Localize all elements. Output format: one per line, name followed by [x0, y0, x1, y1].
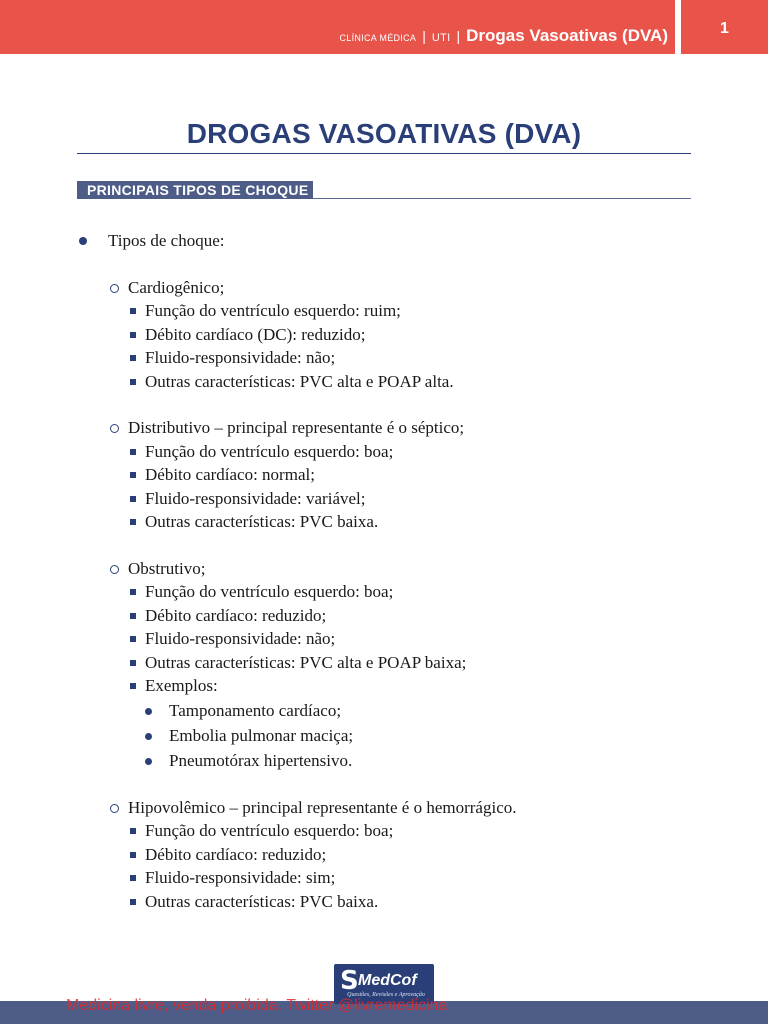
bullet-square-icon: [130, 875, 136, 881]
shock-characteristics: [0, 440, 768, 534]
list-item: [0, 299, 768, 323]
list-item-text: Fluido-responsividade: sim;: [145, 868, 336, 887]
list-item-text: Função do ventrículo esquerdo: ruim;: [145, 301, 401, 320]
list-item-text: Débito cardíaco: reduzido;: [145, 605, 327, 625]
bullet-dot-icon: [145, 708, 152, 715]
shock-characteristics: [0, 580, 768, 698]
list-item: [0, 580, 768, 604]
list-item: [0, 463, 768, 487]
bullet-circle-icon: [110, 424, 119, 433]
list-item-text: Função do ventrículo esquerdo: boa;: [145, 441, 394, 461]
list-item-text: Outras características: PVC alta e POAP alta.: [145, 371, 454, 391]
bullet-square-icon: [130, 308, 136, 314]
shock-characteristics: [0, 299, 768, 393]
bullet-square-icon: [130, 852, 136, 858]
logo-tagline: Questões, Revisões e Aprovação: [347, 992, 425, 998]
bullet-square-icon: [130, 472, 136, 478]
header-title: Drogas Vasoativas (DVA): [466, 26, 668, 45]
bullet-dot-icon: [79, 237, 87, 245]
bullet-circle-icon: [110, 284, 119, 293]
list-item: [0, 843, 768, 867]
list-item-text: Função do ventrículo esquerdo: boa;: [145, 582, 394, 601]
shock-characteristics: [0, 819, 768, 913]
header-breadcrumb: [340, 26, 669, 46]
page-title: DROGAS VASOATIVAS (DVA): [186, 118, 582, 149]
bullet-square-icon: [130, 613, 136, 619]
bullet-square-icon: [130, 332, 136, 338]
bullet-square-icon: [130, 683, 136, 689]
shock-type-distributive: [0, 416, 768, 440]
list-item-text: Débito cardíaco: reduzido;: [145, 844, 327, 864]
watermark-text: Medicina livre, venda proibida. Twitter @livremedicina: [66, 997, 448, 1014]
list-item: [0, 674, 768, 698]
list-item: [0, 651, 768, 675]
page-number: 1: [720, 20, 729, 37]
list-item-text: Função do ventrículo esquerdo: boa;: [145, 821, 394, 840]
bullet-square-icon: [130, 496, 136, 502]
bullet-dot-icon: [145, 758, 152, 765]
list-item-text: Exemplos:: [145, 676, 218, 695]
list-item: [0, 819, 768, 843]
shock-name: Cardiogênico;: [128, 277, 225, 297]
shock-name: Obstrutivo;: [128, 558, 206, 578]
list-item-text: Tamponamento cardíaco;: [169, 701, 342, 720]
list-item-text: Débito cardíaco: normal;: [145, 465, 315, 484]
logo-mark-icon: S: [340, 966, 359, 996]
list-item: [0, 229, 768, 253]
bullet-square-icon: [130, 379, 136, 385]
shock-type-obstructive: [0, 557, 768, 581]
page-number-box: [681, 0, 768, 54]
header-separator-2: |: [456, 28, 461, 44]
bullet-circle-icon: [110, 565, 119, 574]
list-item: [0, 604, 768, 628]
shock-type-cardiogenic: [0, 276, 768, 300]
list-item-text: Débito cardíaco (DC): reduzido;: [145, 324, 366, 344]
list-item-text: Pneumotórax hipertensivo.: [169, 751, 353, 770]
logo-name: MedCof: [358, 972, 417, 989]
bullet-square-icon: [130, 355, 136, 361]
list-item: [0, 487, 768, 511]
section-heading: PRINCIPAIS TIPOS DE CHOQUE: [77, 181, 313, 199]
bullet-dot-icon: [145, 733, 152, 740]
bullet-square-icon: [130, 660, 136, 666]
list-item: [0, 323, 768, 347]
document-body: [0, 229, 768, 913]
examples-list: [0, 699, 768, 773]
list-item: [0, 866, 768, 890]
list-item-text: Fluido-responsividade: não;: [145, 629, 336, 648]
header-separator-1: |: [422, 28, 426, 44]
list-item-text: Fluido-responsividade: variável;: [145, 488, 366, 508]
header-specialty: CLÍNICA MÉDICA: [339, 33, 417, 43]
list-item: [0, 627, 768, 651]
list-item: [0, 890, 768, 914]
list-item: [0, 370, 768, 394]
intro-text: Tipos de choque:: [108, 231, 225, 250]
list-item-text: Outras características: PVC baixa.: [145, 512, 379, 531]
bullet-square-icon: [130, 828, 136, 834]
list-item: [0, 699, 768, 723]
bullet-square-icon: [130, 899, 136, 905]
bullet-square-icon: [130, 636, 136, 642]
bullet-circle-icon: [110, 804, 119, 813]
list-item-text: Outras características: PVC baixa.: [145, 891, 379, 911]
shock-type-hypovolemic: [0, 796, 768, 820]
list-item: [0, 510, 768, 534]
list-item-text: Fluido-responsividade: não;: [145, 348, 336, 367]
title-divider: [77, 153, 691, 154]
shock-name: Hipovolêmico – principal representante é o hemorrágico.: [128, 797, 517, 817]
header-section: UTI: [431, 32, 451, 44]
list-item: [0, 749, 768, 773]
list-item: [0, 440, 768, 464]
list-item-text: Outras características: PVC alta e POAP baixa;: [145, 652, 467, 672]
bullet-square-icon: [130, 589, 136, 595]
list-item-text: Embolia pulmonar maciça;: [169, 726, 354, 745]
list-item: [0, 346, 768, 370]
bullet-square-icon: [130, 519, 136, 525]
list-item: [0, 724, 768, 748]
bullet-square-icon: [130, 449, 136, 455]
shock-name: Distributivo – principal representante é o séptico;: [128, 418, 465, 437]
